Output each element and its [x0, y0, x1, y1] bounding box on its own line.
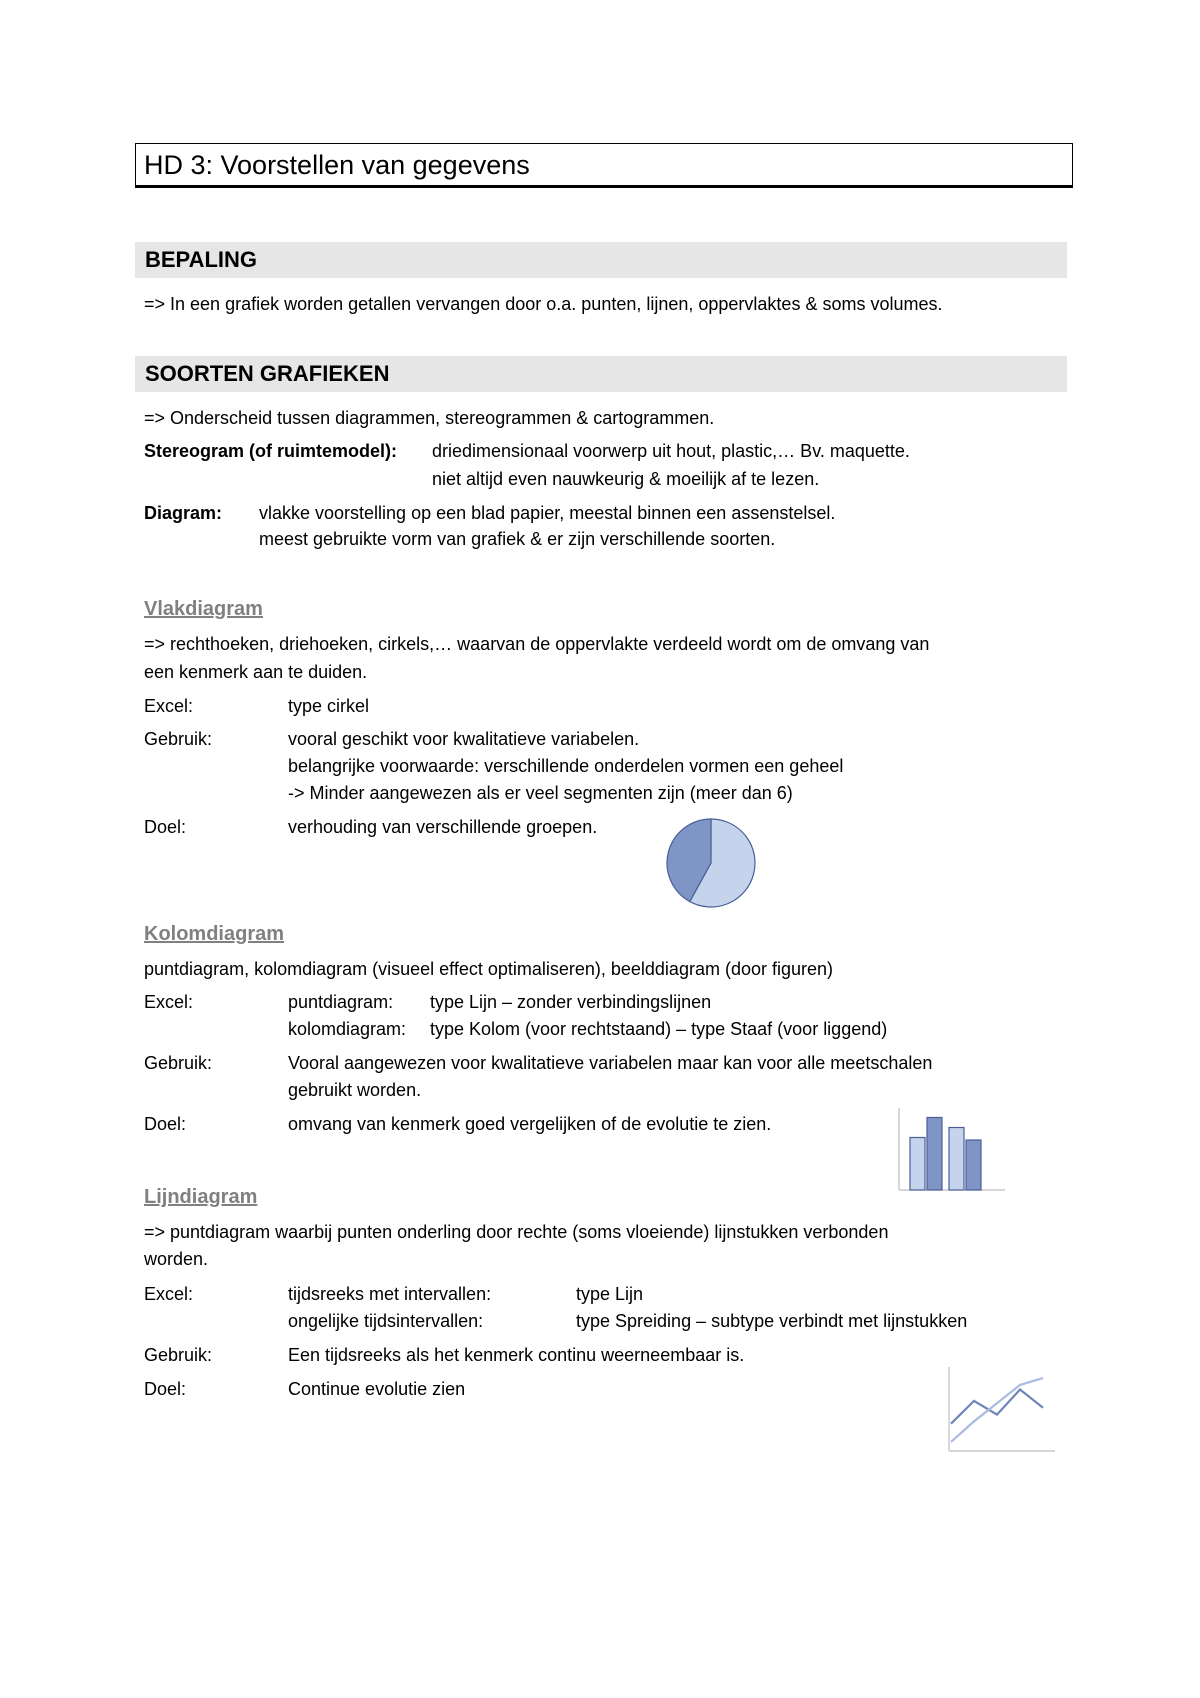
kolom-excel-2b: type Kolom (voor rechtstaand) – type Staaf (voor liggend)	[430, 1019, 888, 1039]
stereogram-label: Stereogram (of ruimtemodel):	[144, 441, 398, 461]
bar-3	[949, 1128, 964, 1191]
kolom-gebruik-label: Gebruik:	[144, 1053, 213, 1073]
lijn-gebruik-label: Gebruik:	[144, 1345, 213, 1365]
diagram-label: Diagram:	[144, 503, 223, 523]
vlak-doel-text: verhouding van verschillende groepen.	[288, 817, 598, 837]
lijn-excel-2a: ongelijke tijdsintervallen:	[288, 1311, 484, 1331]
vlak-desc-1: => rechthoeken, driehoeken, cirkels,… waarvan de oppervlakte verdeeld wordt om de omvang van	[144, 634, 930, 654]
bar-1	[910, 1138, 925, 1191]
line-series-1	[951, 1390, 1043, 1424]
vlak-excel-text: type cirkel	[288, 696, 370, 716]
kolom-excel-1a: puntdiagram:	[288, 992, 394, 1012]
vlak-gebruik-3: -> Minder aangewezen als er veel segmenten zijn (meer dan 6)	[288, 783, 793, 803]
bar-4	[966, 1140, 981, 1190]
subheading-lijndiagram: Lijndiagram	[144, 1186, 258, 1208]
kolom-desc: puntdiagram, kolomdiagram (visueel effect optimaliseren), beelddiagram (door figuren)	[144, 959, 834, 979]
diagram-text-2: meest gebruikte vorm van grafiek & er zijn verschillende soorten.	[259, 529, 776, 549]
diagram-text-1: vlakke voorstelling op een blad papier, meestal binnen een assenstelsel.	[259, 503, 836, 523]
lijn-desc-1: => puntdiagram waarbij punten onderling door rechte (soms vloeiende) lijnstukken verbonden	[144, 1222, 889, 1242]
kolom-doel-label: Doel:	[144, 1114, 187, 1134]
vlak-excel-label: Excel:	[144, 696, 194, 716]
lijn-doel-label: Doel:	[144, 1379, 187, 1399]
column-chart	[895, 1106, 1007, 1192]
section-heading-soorten: SOORTEN GRAFIEKEN	[135, 356, 1067, 392]
kolom-excel-2a: kolomdiagram:	[288, 1019, 407, 1039]
page-title: HD 3: Voorstellen van gegevens	[135, 143, 1073, 188]
vlak-gebruik-label: Gebruik:	[144, 729, 213, 749]
stereogram-text-2: niet altijd even nauwkeurig & moeilijk af te lezen.	[432, 469, 820, 489]
stereogram-text-1: driedimensionaal voorwerp uit hout, plastic,… Bv. maquette.	[432, 441, 910, 461]
lijn-excel-label: Excel:	[144, 1284, 194, 1304]
subheading-vlakdiagram: Vlakdiagram	[144, 598, 263, 620]
section-heading-bepaling: BEPALING	[135, 242, 1067, 278]
kolom-excel-label: Excel:	[144, 992, 194, 1012]
lijn-excel-1b: type Lijn	[576, 1284, 644, 1304]
kolom-gebruik-1: Vooral aangewezen voor kwalitatieve variabelen maar kan voor alle meetschalen	[288, 1053, 933, 1073]
soorten-intro: => Onderscheid tussen diagrammen, stereogrammen & cartogrammen.	[144, 408, 715, 428]
vlak-desc-2: een kenmerk aan te duiden.	[144, 662, 368, 682]
kolom-excel-1b: type Lijn – zonder verbindingslijnen	[430, 992, 712, 1012]
vlak-doel-label: Doel:	[144, 817, 187, 837]
kolom-doel-text: omvang van kenmerk goed vergelijken of de evolutie te zien.	[288, 1114, 772, 1134]
line-chart	[945, 1365, 1057, 1455]
lijn-gebruik-text: Een tijdsreeks als het kenmerk continu weerneembaar is.	[288, 1345, 745, 1365]
lijn-desc-2: worden.	[144, 1249, 209, 1269]
subheading-kolomdiagram: Kolomdiagram	[144, 923, 285, 945]
pie-chart	[664, 816, 758, 910]
vlak-gebruik-2: belangrijke voorwaarde: verschillende onderdelen vormen een geheel	[288, 756, 844, 776]
bar-2	[927, 1118, 942, 1191]
kolom-gebruik-2: gebruikt worden.	[288, 1080, 422, 1100]
lijn-excel-1a: tijdsreeks met intervallen:	[288, 1284, 492, 1304]
lijn-doel-text: Continue evolutie zien	[288, 1379, 466, 1399]
bepaling-text: => In een grafiek worden getallen vervangen door o.a. punten, lijnen, oppervlaktes & soms volumes.	[144, 294, 943, 314]
lijn-excel-2b: type Spreiding – subtype verbindt met lijnstukken	[576, 1311, 968, 1331]
vlak-gebruik-1: vooral geschikt voor kwalitatieve variabelen.	[288, 729, 640, 749]
